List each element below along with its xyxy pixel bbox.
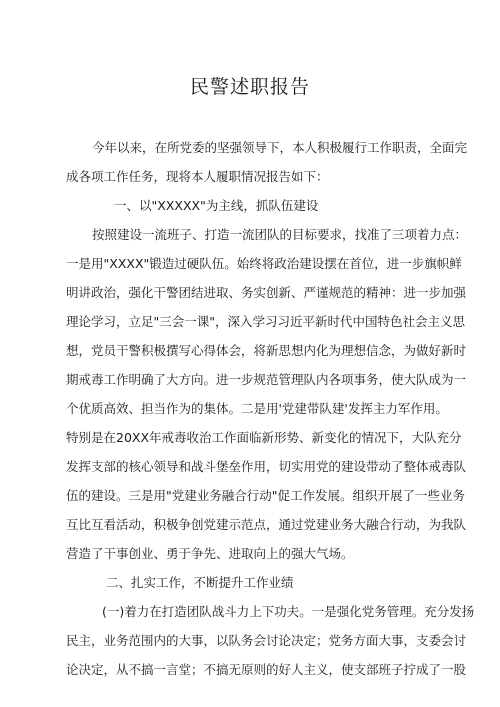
paragraph-line: 特别是在20XX年戒毒收治工作面临新形势、新变化的情况下，大队充分 [66, 430, 462, 445]
paragraph-line: 想，党员干警积极撰写心得体会，将新思想内化为理想信念，为做好新时 [66, 343, 467, 358]
paragraph-line: 民主，业务范围内的大事，以队务会讨论决定；党务方面大事，支委会讨 [66, 633, 467, 648]
paragraph-line: (一)着力在打造团队战斗力上下功夫。一是强化党务管理。充分发扬 [102, 604, 475, 619]
paragraph-line: 互比互看活动，积极争创党建示范点，通过党建业务大融合行动，为我队 [66, 517, 467, 532]
paragraph-line: 今年以来，在所党委的坚强领导下，本人积极履行工作职责，全面完 [92, 140, 468, 155]
paragraph-line: 发挥支部的核心领导和战斗堡垒作用，切实用党的建设带动了整体戒毒队 [66, 459, 467, 474]
paragraph-line: 论决定，从不搞一言堂；不搞无原则的好人主义，使支部班子拧成了一股 [66, 662, 467, 677]
section-heading: 二、扎实工作，不断提升工作业绩 [106, 575, 294, 590]
paragraph-line: 明讲政治，强化干警团结进取、务实创新、严谨规范的精神：进一步加强 [66, 285, 467, 300]
document-title: 民警述职报告 [189, 76, 310, 98]
paragraph-line: 期戒毒工作明确了大方向。进一步规范管理队内各项事务，使大队成为一 [66, 372, 467, 387]
document-body [66, 133, 475, 684]
paragraph-line: 按照建设一流班子、打造一流团队的目标要求，找准了三项着力点： [92, 227, 468, 242]
paragraph-line: 个优质高效、担当作为的集体。二是用'党建带队建'发挥主力军作用。 [66, 401, 448, 416]
paragraph-line: 理论学习，立足"三会一课"，深入学习习近平新时代中国特色社会主义思 [66, 314, 466, 329]
section-heading: 一、以"XXXXX"为主线，抓队伍建设 [114, 198, 319, 213]
paragraph-line: 营造了干事创业、勇于争先、进取向上的强大气场。 [66, 546, 354, 561]
paragraph-line: 成各项工作任务，现将本人履职情况报告如下： [66, 169, 329, 184]
paragraph-line: 一是用"XXXX"锻造过硬队伍。始终将政治建设摆在首位，进一步旗帜鲜 [66, 256, 462, 271]
paragraph-line: 伍的建设。三是用"党建业务融合行动"促工作发展。组织开展了一些业务 [66, 488, 466, 503]
